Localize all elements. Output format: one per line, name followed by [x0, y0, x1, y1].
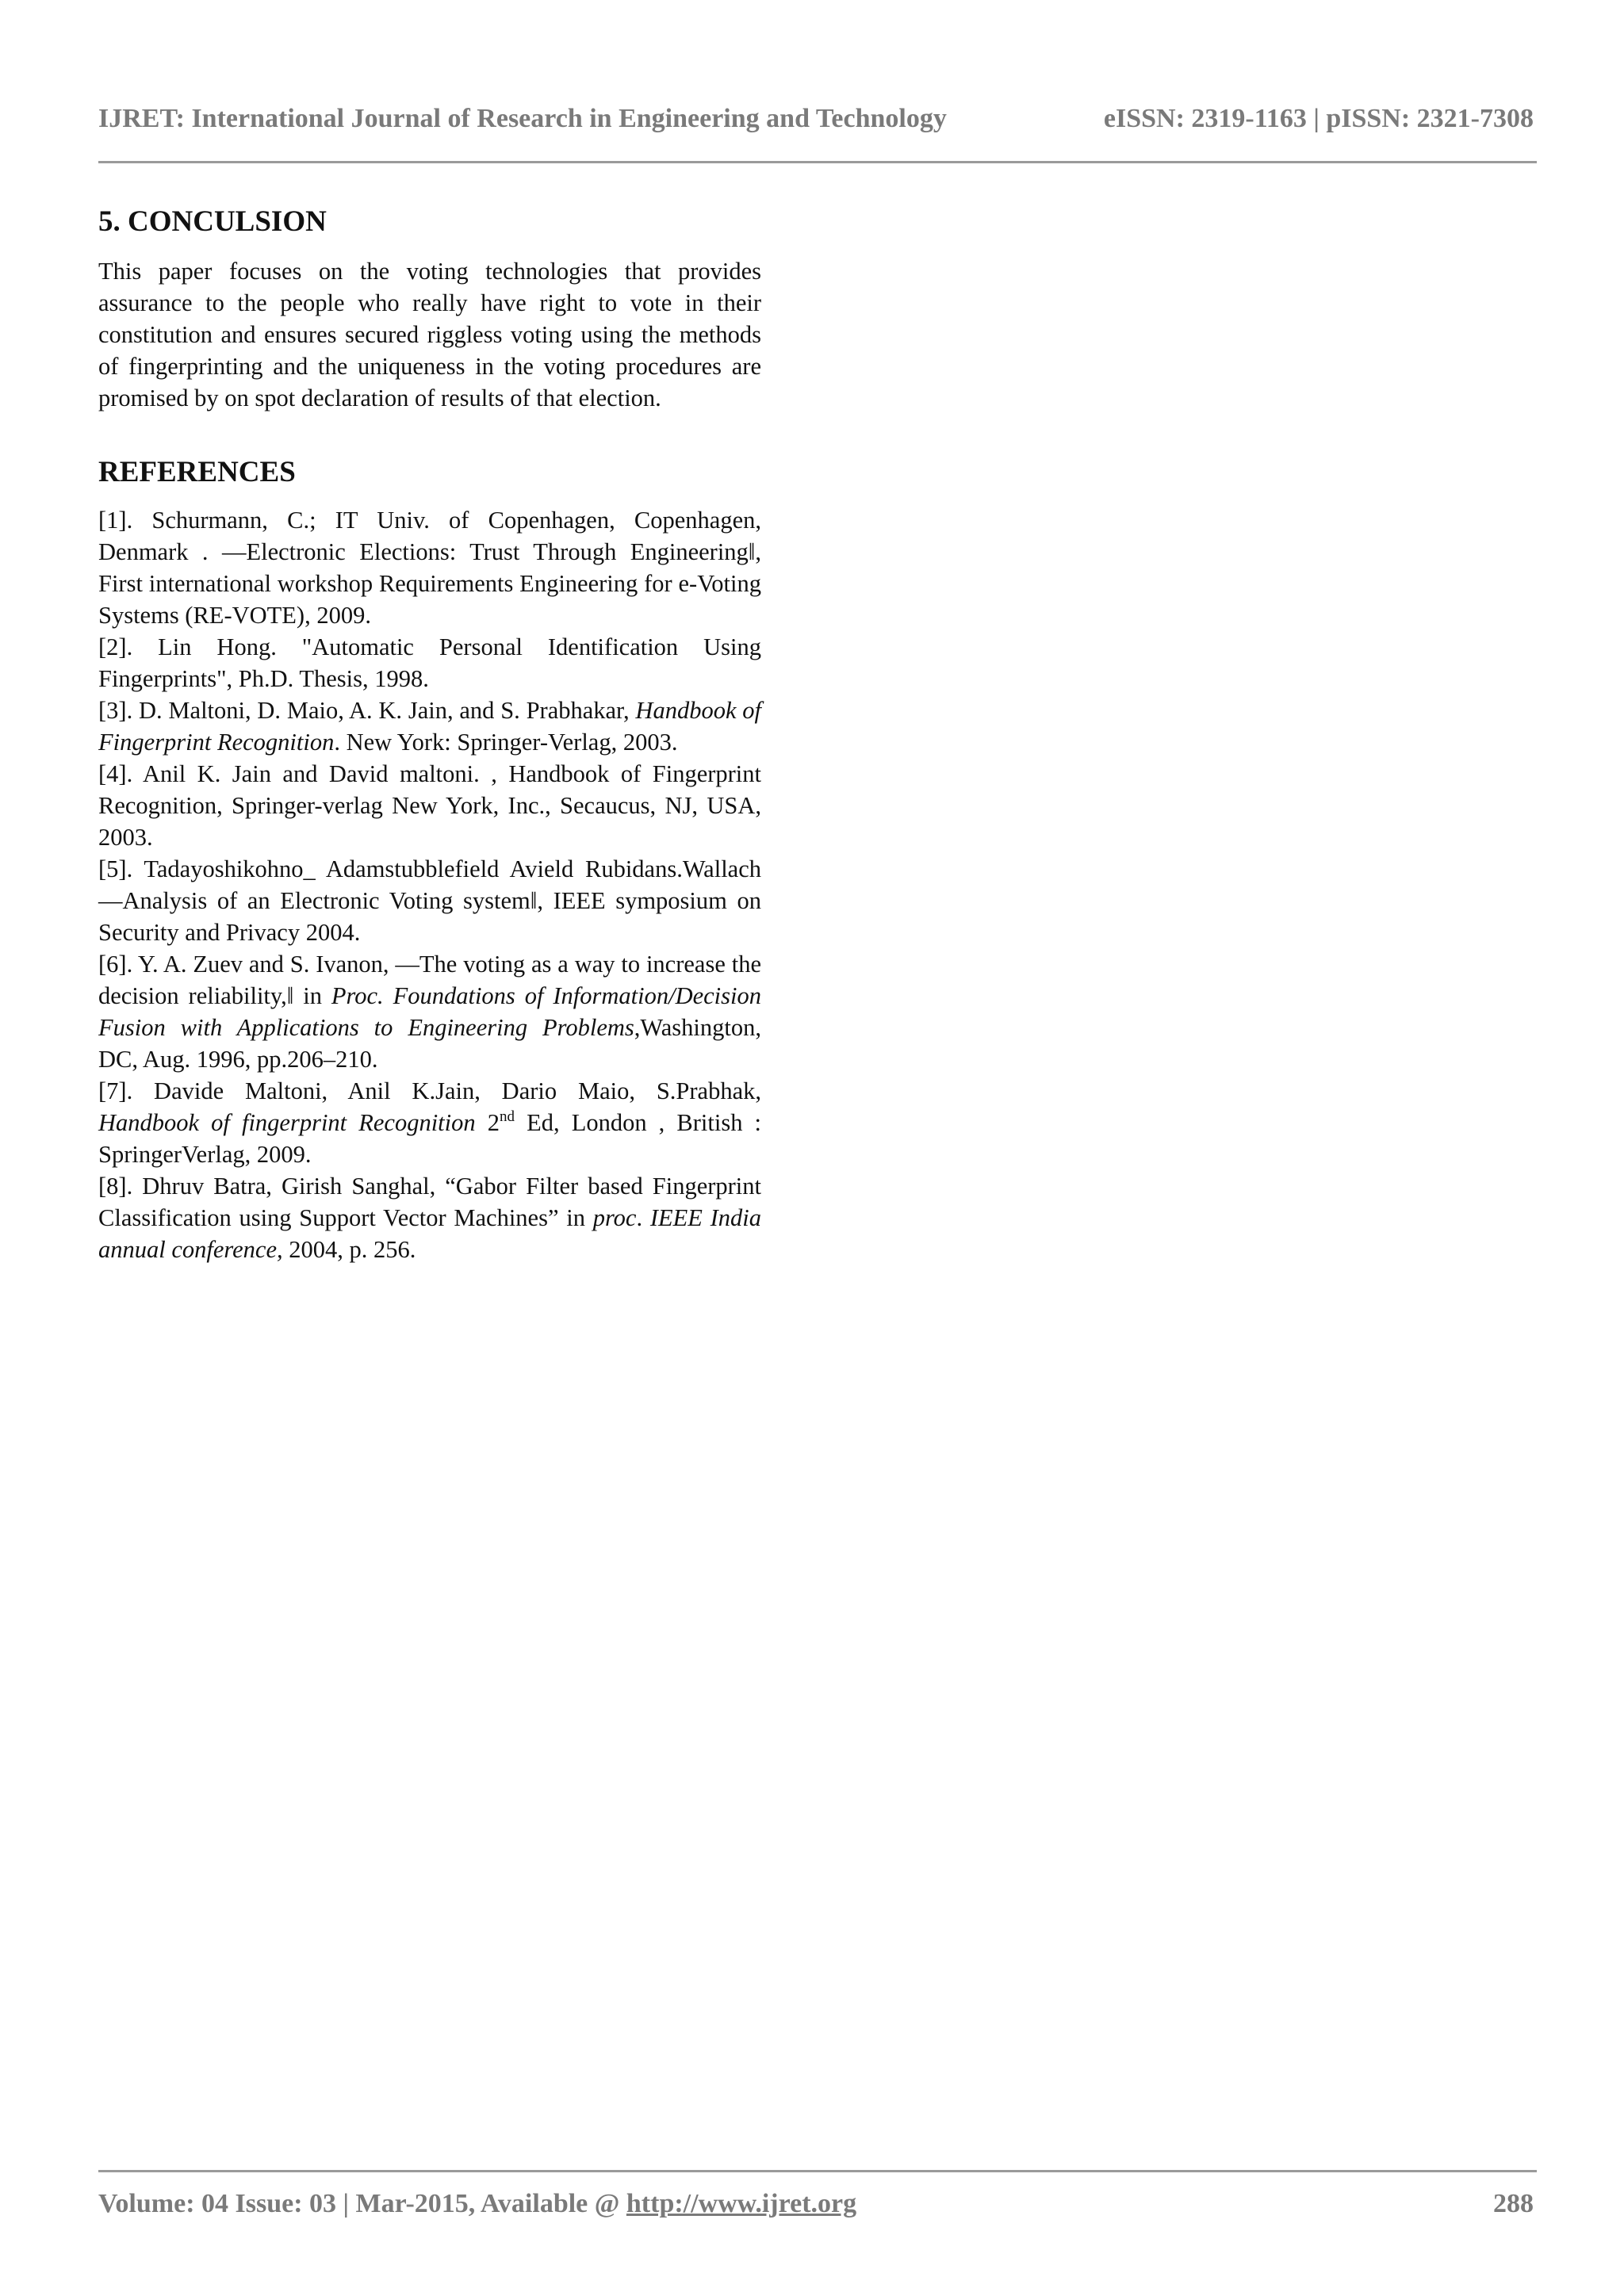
ref8-year: 2004, p. 256. [282, 1236, 416, 1263]
issn-text: eISSN: 2319-1163 | pISSN: 2321-7308 [1103, 104, 1534, 133]
ref3-title: Handbook of Fingerprint Recognition [98, 697, 761, 756]
reference-1: [1]. Schurmann, C.; IT Univ. of Copenhagen, Copenhagen, Denmark . ―Electronic Elections: Trust Through Engineering‖, First international workshop Requirements Engineering for e-Voting Systems (RE-VOTE), 2009. [98, 507, 761, 629]
reference-5: [5]. Tadayoshikohno_ Adamstubblefield Avield Rubidans.Wallach ―Analysis of an Electronic Voting system‖, IEEE symposium on Security and Privacy 2004. [98, 855, 761, 946]
ref6-title: Proc. Foundations of Information/Decision Fusion with Applications to Engineering Problems [98, 982, 761, 1041]
reference-6 [98, 948, 761, 1075]
volume-text: Volume: 04 Issue: 03 | Mar-2015, Available @ [98, 2189, 626, 2218]
conclusion-heading: 5. CONCULSION [98, 205, 327, 238]
footer-divider [98, 2170, 1537, 2172]
ref7-edition: 2 [475, 1109, 500, 1136]
ref3-authors: [3]. D. Maltoni, D. Maio, A. K. Jain, and S. Prabhakar, [98, 697, 636, 724]
reference-3 [98, 695, 761, 758]
running-header [98, 95, 1534, 143]
ref7-title: Handbook of fingerprint Recognition [98, 1109, 476, 1136]
journal-url-link[interactable]: http://www.ijret.org [626, 2189, 857, 2218]
ref7-edition-suffix: nd [500, 1108, 515, 1125]
ref6-publisher: ,Washington, DC, Aug. 1996, pp.206–210. [98, 1014, 761, 1073]
conclusion-paragraph: This paper focuses on the voting technologies that provides assurance to the people who really have right to vote in their constitution and ensures secured riggless voting using the methods of fingerprinting and the uniqueness in the voting procedures are promised by on spot declaration of results of that election. [98, 258, 761, 411]
reference-7 [98, 1075, 761, 1170]
ref8-proc: proc [592, 1204, 637, 1231]
ref7-authors: [7]. Davide Maltoni, Anil K.Jain, Dario Maio, S.Prabhak, [98, 1077, 761, 1104]
ref8-conference: IEEE India annual conference, [98, 1204, 761, 1263]
reference-4: [4]. Anil K. Jain and David maltoni. , Handbook of Fingerprint Recognition, Springer-verlag New York, Inc., Secaucus, NJ, USA, 2003. [98, 760, 761, 851]
ref8-sep: . [636, 1204, 650, 1231]
page-number: 288 [1493, 2189, 1534, 2218]
running-footer [98, 2182, 1534, 2226]
references-heading: REFERENCES [98, 456, 296, 488]
header-divider [98, 161, 1537, 163]
ref7-publisher: Ed, London , British : SpringerVerlag, 2009. [98, 1109, 762, 1168]
reference-2: [2]. Lin Hong. "Automatic Personal Identification Using Fingerprints", Ph.D. Thesis, 1998. [98, 633, 761, 692]
footer-volume [98, 2189, 856, 2219]
ref3-publisher: . New York: Springer-Verlag, 2003. [334, 729, 678, 756]
ref6-authors: [6]. Y. A. Zuev and S. Ivanon, ―The voting as a way to increase the decision reliability,‖ in [98, 951, 761, 1009]
reference-8 [98, 1170, 761, 1265]
journal-title: IJRET: International Journal of Research in Engineering and Technology [98, 104, 947, 133]
left-column [98, 198, 761, 1265]
references-list [98, 504, 761, 1265]
ref8-authors: [8]. Dhruv Batra, Girish Sanghal, “Gabor Filter based Fingerprint Classification using Support Vector Machines” in [98, 1173, 761, 1231]
